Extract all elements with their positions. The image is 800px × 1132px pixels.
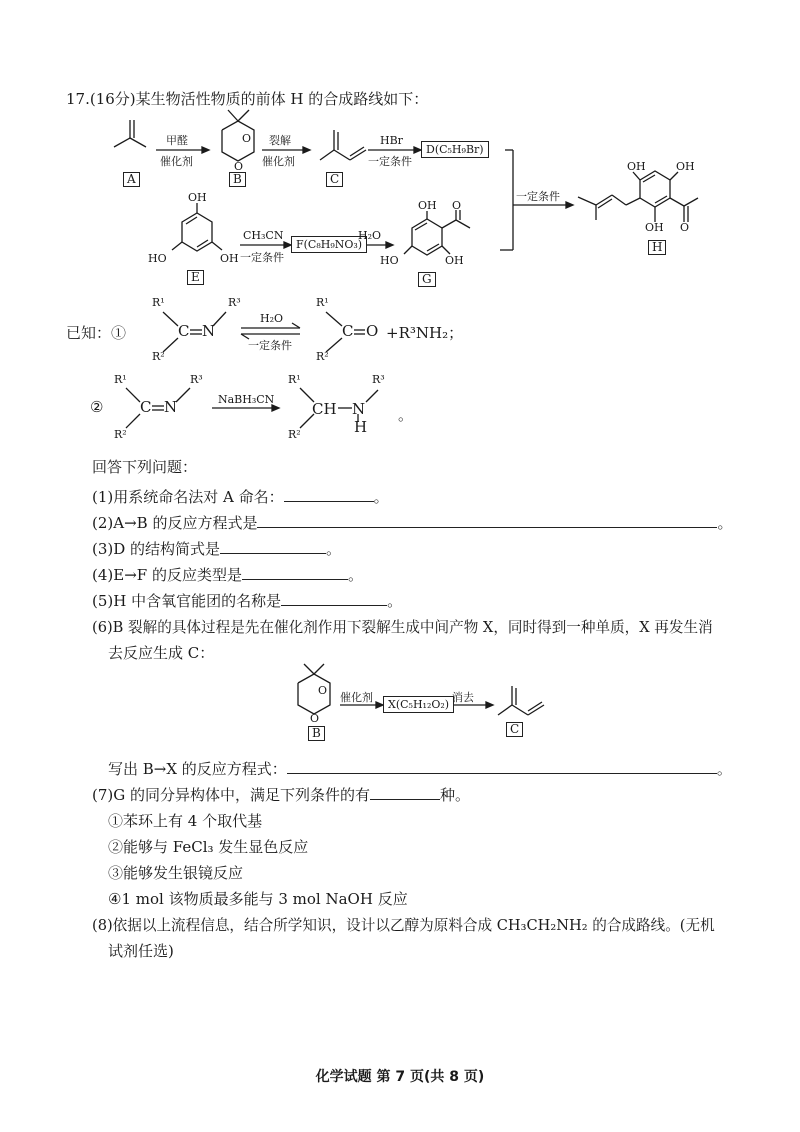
- eq1-n: N: [202, 322, 216, 340]
- atom-oh-h2: OH: [676, 160, 695, 173]
- known-intro: 已知：①: [66, 324, 127, 342]
- eq1-c: C: [178, 322, 190, 340]
- atom-o-h: O: [680, 221, 690, 234]
- eq2-r1: R¹: [114, 373, 127, 386]
- q8-line1: (8)依据以上流程信息，结合所学知识，设计以乙醇为原料合成 CH₃CH₂NH₂ 的合成路线。(无机: [92, 917, 715, 934]
- atom-oh-e1: OH: [188, 191, 207, 204]
- eq1-c2: C: [342, 322, 354, 340]
- q1: (1)用系统命名法对 A 命名： 。: [92, 488, 389, 506]
- atom-ho-g: HO: [380, 254, 399, 267]
- eq1-top: H₂O: [260, 312, 284, 325]
- q6-cat: 催化剂: [340, 691, 373, 704]
- question-header: 17.(16分)某生物活性物质的前体 H 的合成路线如下：: [66, 90, 429, 108]
- q6-blank[interactable]: [287, 759, 717, 774]
- known-num2: ②: [90, 398, 104, 416]
- reagent-h-cond: 一定条件: [516, 190, 560, 203]
- q6-label-b: B: [308, 726, 325, 741]
- reagent-ab-bottom: 催化剂: [160, 155, 193, 168]
- eq2-n2: N: [352, 400, 366, 418]
- q5-blank[interactable]: [281, 591, 387, 606]
- molecule-a: [114, 120, 146, 147]
- eq2-r2: R²: [114, 428, 127, 441]
- q3-blank[interactable]: [220, 539, 326, 554]
- label-e: E: [187, 270, 204, 285]
- box-f: F(C₈H₉NO₃): [291, 236, 367, 253]
- eq2-end: 。: [398, 406, 414, 424]
- eq1-tail: +R³NH₂；: [386, 324, 464, 342]
- atom-o-b2: O: [234, 160, 244, 173]
- reagent-bc-bottom: 催化剂: [262, 155, 295, 168]
- eq1-r2b: R²: [316, 350, 329, 363]
- atom-ho-e: HO: [148, 252, 167, 265]
- q7-c3: ③能够发生银镜反应: [108, 864, 244, 882]
- atom-oh-e2: OH: [220, 252, 239, 265]
- q7-c1: ①苯环上有 4 个取代基: [108, 812, 263, 830]
- box-d: D(C₅H₉Br): [421, 141, 489, 158]
- eq2-h: H: [354, 418, 368, 436]
- questions-intro: 回答下列问题：: [92, 458, 198, 476]
- reagent-fg-top: H₂O: [358, 229, 382, 242]
- eq2-top: NaBH₃CN: [218, 393, 275, 406]
- label-h: H: [648, 240, 666, 255]
- arrow-e-f: [240, 242, 291, 248]
- atom-o-b1: O: [242, 132, 252, 145]
- q6-molecule-c: [498, 686, 544, 715]
- label-c: C: [326, 172, 343, 187]
- q4: (4)E→F 的反应类型是 。: [92, 566, 363, 584]
- label-a: A: [123, 172, 140, 187]
- q5: (5)H 中含氧官能团的名称是 。: [92, 592, 403, 610]
- eq2-r1b: R¹: [288, 373, 301, 386]
- label-g: G: [418, 272, 436, 287]
- label-b: B: [229, 172, 246, 187]
- atom-oh-h3: OH: [645, 221, 664, 234]
- q2-blank[interactable]: [257, 513, 717, 528]
- atom-oh-g1: OH: [418, 199, 437, 212]
- eq2-c: C: [140, 398, 152, 416]
- eq1-r1b: R¹: [316, 296, 329, 309]
- q3: (3)D 的结构简式是 。: [92, 540, 342, 558]
- q6-line2: 去反应生成 C：: [108, 644, 215, 662]
- q4-blank[interactable]: [242, 565, 348, 580]
- eq1-r3: R³: [228, 296, 241, 309]
- q8-line2: 试剂任选): [108, 942, 174, 960]
- q6-box-x: X(C₅H₁₂O₂): [383, 696, 454, 713]
- atom-oh-h1: OH: [627, 160, 646, 173]
- reagent-cd-bottom: 一定条件: [368, 155, 412, 168]
- reagent-cd-top: HBr: [380, 134, 403, 147]
- q6-atom-o2: O: [310, 712, 320, 725]
- eq1-r1: R¹: [152, 296, 165, 309]
- q2: (2)A→B 的反应方程式是 。: [92, 514, 733, 532]
- q7-c4: ④1 mol 该物质最多能与 3 mol NaOH 反应: [108, 890, 408, 908]
- atom-oh-g2: OH: [445, 254, 464, 267]
- eq1-r2: R²: [152, 350, 165, 363]
- q6-write: 写出 B→X 的反应方程式： 。: [108, 760, 732, 778]
- reagent-ef-top: CH₃CN: [243, 229, 284, 242]
- eq2-r2b: R²: [288, 428, 301, 441]
- eq2-r3b: R³: [372, 373, 385, 386]
- q6-elim: 消去: [452, 691, 474, 704]
- page-footer: 化学试题 第 7 页(共 8 页): [315, 1069, 485, 1085]
- reagent-ef-bottom: 一定条件: [240, 251, 284, 264]
- molecule-h: [578, 171, 698, 222]
- q7-c2: ②能够与 FeCl₃ 发生显色反应: [108, 838, 309, 856]
- q6-atom-o1: O: [318, 684, 328, 697]
- eq2-r3: R³: [190, 373, 203, 386]
- eq2-ch: CH: [312, 400, 337, 418]
- molecule-c: [320, 130, 366, 160]
- reagent-ab-top: 甲醛: [166, 134, 188, 147]
- q7: (7)G 的同分异构体中，满足下列条件的有 种。: [92, 786, 471, 804]
- q7-blank[interactable]: [370, 785, 440, 800]
- molecule-e: [172, 203, 222, 251]
- reagent-bc-top: 裂解: [269, 134, 291, 147]
- q1-blank[interactable]: [284, 487, 374, 502]
- eq1-o: O: [366, 322, 379, 340]
- atom-o-g: O: [452, 199, 462, 212]
- q6-label-c: C: [506, 722, 523, 737]
- molecule-g: [404, 210, 470, 255]
- eq2-n: N: [164, 398, 178, 416]
- eq1-bottom: 一定条件: [248, 339, 292, 352]
- q6-line1: (6)B 裂解的具体过程是先在催化剂作用下裂解生成中间产物 X，同时得到一种单质，X 再发生消: [92, 619, 713, 636]
